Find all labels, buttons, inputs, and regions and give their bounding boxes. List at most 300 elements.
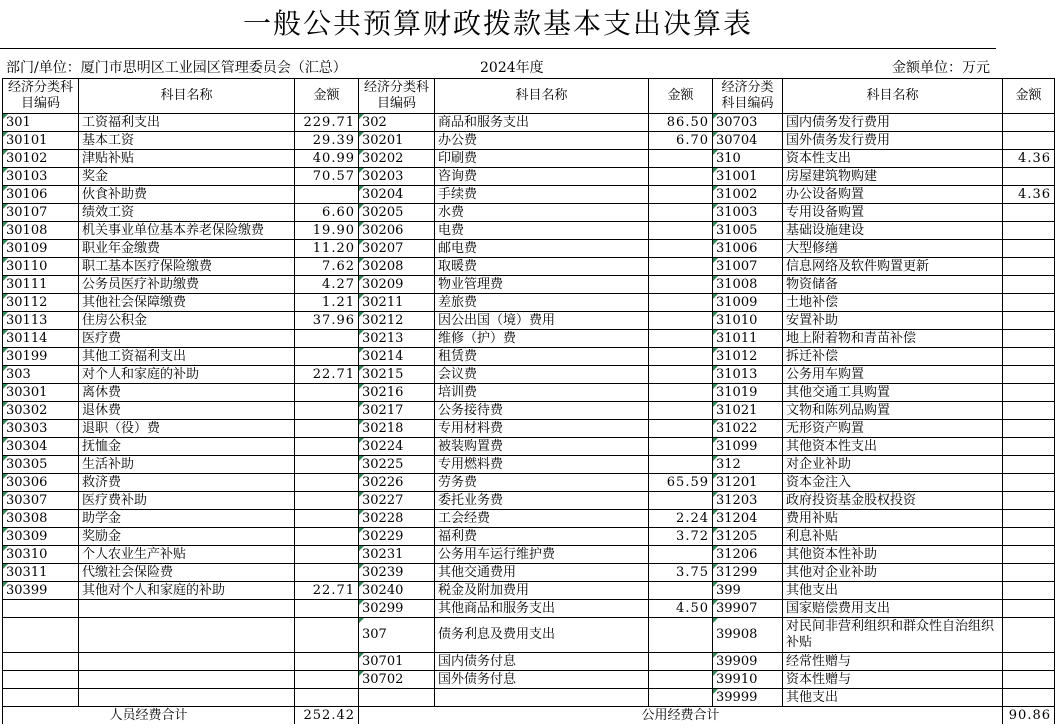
cell-amount — [649, 582, 713, 600]
cell-name: 资本金注入 — [783, 474, 1003, 492]
table-row — [3, 510, 1055, 528]
cell-name: 专用燃料费 — [435, 456, 649, 474]
cell-code: 30308 — [3, 510, 79, 528]
table-row — [3, 186, 1055, 204]
cell-code: 30310 — [3, 546, 79, 564]
table-row — [3, 168, 1055, 186]
cell-code: 30205 — [359, 204, 435, 222]
cell-code: 31005 — [713, 222, 783, 240]
header-amount: 金额 — [649, 79, 713, 114]
cell-amount — [1003, 240, 1055, 258]
cell-code: 399 — [713, 582, 783, 600]
cell-name: 其他对企业补助 — [783, 564, 1003, 582]
cell-code: 31203 — [713, 492, 783, 510]
cell-code: 30239 — [359, 564, 435, 582]
cell-name: 政府投资基金股权投资 — [783, 492, 1003, 510]
cell-amount — [649, 348, 713, 366]
cell-code: 30304 — [3, 438, 79, 456]
cell-amount — [295, 420, 359, 438]
cell-name: 资本性赠与 — [783, 671, 1003, 689]
cell-amount — [1003, 420, 1055, 438]
cell-code: 30213 — [359, 330, 435, 348]
cell-amount — [649, 402, 713, 420]
cell-amount — [1003, 366, 1055, 384]
cell-name: 职工基本医疗保险缴费 — [79, 258, 295, 276]
cell-name: 差旅费 — [435, 294, 649, 312]
table-header-row — [3, 79, 1055, 114]
cell-name: 专用设备购置 — [783, 204, 1003, 222]
cell-name: 对民间非营利组织和群众性自治组织补贴 — [783, 618, 1003, 653]
cell-amount — [295, 528, 359, 546]
cell-name: 生活补助 — [79, 456, 295, 474]
cell-code: 30299 — [359, 600, 435, 618]
cell-amount — [649, 546, 713, 564]
cell-amount — [295, 492, 359, 510]
cell-name: 债务利息及费用支出 — [435, 618, 649, 653]
cell-amount: 6.70 — [649, 132, 713, 150]
cell-code: 39908 — [713, 618, 783, 653]
header-name: 科目名称 — [79, 79, 295, 114]
cell-code: 30704 — [713, 132, 783, 150]
cell-code: 302 — [359, 114, 435, 132]
cell-name: 信息网络及软件购置更新 — [783, 258, 1003, 276]
cell-amount — [1003, 384, 1055, 402]
cell-code: 30110 — [3, 258, 79, 276]
cell-code: 31204 — [713, 510, 783, 528]
table-row — [3, 366, 1055, 384]
cell-name: 医疗费补助 — [79, 492, 295, 510]
cell-code: 30225 — [359, 456, 435, 474]
header-amount: 金额 — [295, 79, 359, 114]
cell-amount — [1003, 546, 1055, 564]
cell-name: 会议费 — [435, 366, 649, 384]
cell-amount — [649, 420, 713, 438]
cell-amount — [649, 150, 713, 168]
table-row — [3, 258, 1055, 276]
cell-code: 30111 — [3, 276, 79, 294]
cell-amount — [295, 456, 359, 474]
cell-name: 退职（役）费 — [79, 420, 295, 438]
cell-amount — [1003, 528, 1055, 546]
cell-name: 其他支出 — [783, 689, 1003, 707]
cell-name: 奖金 — [79, 168, 295, 186]
cell-name: 国外债务付息 — [435, 671, 649, 689]
cell-code: 31010 — [713, 312, 783, 330]
cell-amount — [649, 168, 713, 186]
cell-name: 专用材料费 — [435, 420, 649, 438]
cell-name: 办公费 — [435, 132, 649, 150]
cell-code: 30102 — [3, 150, 79, 168]
cell-name: 其他社会保障缴费 — [79, 294, 295, 312]
cell-name: 津贴补贴 — [79, 150, 295, 168]
cell-amount — [295, 474, 359, 492]
cell-name: 资本性支出 — [783, 150, 1003, 168]
cell-name — [79, 600, 295, 618]
cell-amount — [1003, 600, 1055, 618]
cell-code — [3, 618, 79, 653]
cell-amount — [295, 671, 359, 689]
table-row — [3, 348, 1055, 366]
cell-code: 30114 — [3, 330, 79, 348]
cell-name: 商品和服务支出 — [435, 114, 649, 132]
cell-name: 手续费 — [435, 186, 649, 204]
table-row — [3, 689, 1055, 707]
cell-code: 30108 — [3, 222, 79, 240]
cell-name — [79, 653, 295, 671]
cell-name: 救济费 — [79, 474, 295, 492]
department-label: 部门/单位：厦门市思明区工业园区管理委员会（汇总） — [6, 60, 347, 76]
cell-amount — [1003, 510, 1055, 528]
table-row — [3, 402, 1055, 420]
header-amount: 金额 — [1003, 79, 1055, 114]
cell-name: 委托业务费 — [435, 492, 649, 510]
cell-name: 被装购置费 — [435, 438, 649, 456]
table-row — [3, 204, 1055, 222]
cell-amount — [1003, 330, 1055, 348]
table-row — [3, 456, 1055, 474]
table-row — [3, 582, 1055, 600]
table-row — [3, 294, 1055, 312]
table-row — [3, 240, 1055, 258]
cell-amount: 1.21 — [295, 294, 359, 312]
cell-code — [3, 653, 79, 671]
cell-code: 303 — [3, 366, 79, 384]
cell-name: 其他交通工具购置 — [783, 384, 1003, 402]
cell-amount: 3.75 — [649, 564, 713, 582]
cell-name: 办公设备购置 — [783, 186, 1003, 204]
cell-code: 30218 — [359, 420, 435, 438]
cell-amount — [649, 671, 713, 689]
cell-name: 取暖费 — [435, 258, 649, 276]
cell-code: 31201 — [713, 474, 783, 492]
cell-amount — [1003, 618, 1055, 653]
cell-code: 31009 — [713, 294, 783, 312]
table-row — [3, 600, 1055, 618]
cell-code: 31099 — [713, 438, 783, 456]
cell-code: 30202 — [359, 150, 435, 168]
cell-name: 电费 — [435, 222, 649, 240]
cell-name: 国家赔偿费用支出 — [783, 600, 1003, 618]
table-row — [3, 312, 1055, 330]
cell-code: 31299 — [713, 564, 783, 582]
cell-code: 31002 — [713, 186, 783, 204]
cell-code: 307 — [359, 618, 435, 653]
table-row — [3, 132, 1055, 150]
cell-code: 31001 — [713, 168, 783, 186]
cell-code — [3, 671, 79, 689]
cell-name: 其他资本性支出 — [783, 438, 1003, 456]
cell-amount — [649, 384, 713, 402]
cell-amount — [1003, 204, 1055, 222]
cell-name: 对企业补助 — [783, 456, 1003, 474]
cell-amount — [295, 402, 359, 420]
cell-code: 30399 — [3, 582, 79, 600]
cell-name: 房屋建筑物购建 — [783, 168, 1003, 186]
cell-code: 30228 — [359, 510, 435, 528]
cell-code: 30209 — [359, 276, 435, 294]
table-row — [3, 420, 1055, 438]
cell-code: 31013 — [713, 366, 783, 384]
cell-name: 无形资产购置 — [783, 420, 1003, 438]
cell-name — [79, 689, 295, 707]
cell-code: 30199 — [3, 348, 79, 366]
cell-name: 培训费 — [435, 384, 649, 402]
cell-name: 咨询费 — [435, 168, 649, 186]
cell-name: 伙食补助费 — [79, 186, 295, 204]
cell-code: 30101 — [3, 132, 79, 150]
cell-name: 工资福利支出 — [79, 114, 295, 132]
cell-amount: 4.36 — [1003, 150, 1055, 168]
cell-amount: 2.24 — [649, 510, 713, 528]
cell-code: 30309 — [3, 528, 79, 546]
header-name: 科目名称 — [435, 79, 649, 114]
cell-code: 30302 — [3, 402, 79, 420]
cell-amount — [1003, 168, 1055, 186]
table-row — [3, 276, 1055, 294]
cell-code: 31019 — [713, 384, 783, 402]
cell-code: 30216 — [359, 384, 435, 402]
cell-amount — [649, 240, 713, 258]
table-row — [3, 546, 1055, 564]
cell-amount — [1003, 671, 1055, 689]
cell-code: 30240 — [359, 582, 435, 600]
cell-amount: 22.71 — [295, 582, 359, 600]
cell-amount: 19.90 — [295, 222, 359, 240]
cell-code — [3, 600, 79, 618]
cell-code: 30106 — [3, 186, 79, 204]
cell-amount: 229.71 — [295, 114, 359, 132]
cell-code: 31011 — [713, 330, 783, 348]
cell-code: 31022 — [713, 420, 783, 438]
fiscal-year: 2024年度 — [480, 60, 544, 76]
cell-name: 费用补贴 — [783, 510, 1003, 528]
cell-name: 税金及附加费用 — [435, 582, 649, 600]
cell-amount — [649, 330, 713, 348]
cell-name: 国外债务发行费用 — [783, 132, 1003, 150]
cell-code: 30214 — [359, 348, 435, 366]
public-total-value: 90.86 — [1003, 707, 1055, 725]
table-row — [3, 222, 1055, 240]
cell-amount: 22.71 — [295, 366, 359, 384]
cell-amount: 4.50 — [649, 600, 713, 618]
cell-amount — [1003, 294, 1055, 312]
table-row — [3, 150, 1055, 168]
cell-amount: 40.99 — [295, 150, 359, 168]
cell-amount — [649, 222, 713, 240]
header-name: 科目名称 — [783, 79, 1003, 114]
page-title: 一般公共预算财政拨款基本支出决算表 — [0, 0, 996, 49]
cell-name: 租赁费 — [435, 348, 649, 366]
cell-code: 30703 — [713, 114, 783, 132]
cell-code: 30107 — [3, 204, 79, 222]
cell-amount — [1003, 258, 1055, 276]
cell-code: 30305 — [3, 456, 79, 474]
personnel-total-value: 252.42 — [295, 707, 359, 725]
cell-name: 公务接待费 — [435, 402, 649, 420]
cell-amount — [295, 618, 359, 653]
cell-code: 310 — [713, 150, 783, 168]
cell-code: 31205 — [713, 528, 783, 546]
cell-code: 30109 — [3, 240, 79, 258]
cell-name: 医疗费 — [79, 330, 295, 348]
cell-amount — [1003, 348, 1055, 366]
cell-amount: 11.20 — [295, 240, 359, 258]
cell-name: 利息补贴 — [783, 528, 1003, 546]
cell-amount: 6.60 — [295, 204, 359, 222]
expenditure-table — [2, 78, 1055, 724]
cell-name: 其他支出 — [783, 582, 1003, 600]
cell-code: 31012 — [713, 348, 783, 366]
cell-name: 离休费 — [79, 384, 295, 402]
cell-name: 土地补偿 — [783, 294, 1003, 312]
public-total-label: 公用经费合计 — [359, 707, 1003, 725]
header-code: 经济分类科目编码 — [713, 79, 783, 114]
cell-name — [79, 671, 295, 689]
table-row — [3, 618, 1055, 653]
cell-amount — [1003, 474, 1055, 492]
cell-code: 30227 — [359, 492, 435, 510]
cell-code: 30701 — [359, 653, 435, 671]
cell-name: 工会经费 — [435, 510, 649, 528]
cell-code: 30217 — [359, 402, 435, 420]
header-code: 经济分类科目编码 — [3, 79, 79, 114]
cell-code: 30702 — [359, 671, 435, 689]
cell-code: 39909 — [713, 653, 783, 671]
cell-code: 31008 — [713, 276, 783, 294]
cell-code: 31007 — [713, 258, 783, 276]
cell-code: 30211 — [359, 294, 435, 312]
cell-amount — [1003, 132, 1055, 150]
cell-name: 物资储备 — [783, 276, 1003, 294]
cell-name: 地上附着物和青苗补偿 — [783, 330, 1003, 348]
cell-name: 维修（护）费 — [435, 330, 649, 348]
cell-amount — [1003, 456, 1055, 474]
cell-amount — [295, 689, 359, 707]
table-row — [3, 528, 1055, 546]
cell-name: 安置补助 — [783, 312, 1003, 330]
cell-code: 312 — [713, 456, 783, 474]
cell-amount — [295, 186, 359, 204]
table-row — [3, 330, 1055, 348]
cell-name: 绩效工资 — [79, 204, 295, 222]
cell-name: 福利费 — [435, 528, 649, 546]
cell-amount — [1003, 492, 1055, 510]
cell-amount — [1003, 438, 1055, 456]
table-row — [3, 564, 1055, 582]
cell-code: 30207 — [359, 240, 435, 258]
cell-amount — [649, 276, 713, 294]
cell-code: 30203 — [359, 168, 435, 186]
cell-amount — [649, 438, 713, 456]
table-row — [3, 492, 1055, 510]
cell-name: 邮电费 — [435, 240, 649, 258]
cell-amount — [1003, 564, 1055, 582]
cell-amount — [1003, 582, 1055, 600]
cell-amount — [295, 438, 359, 456]
cell-code: 39907 — [713, 600, 783, 618]
cell-amount: 3.72 — [649, 528, 713, 546]
cell-code: 30201 — [359, 132, 435, 150]
cell-code: 30306 — [3, 474, 79, 492]
cell-amount — [1003, 114, 1055, 132]
cell-amount — [295, 510, 359, 528]
cell-code: 30212 — [359, 312, 435, 330]
cell-name: 其他工资福利支出 — [79, 348, 295, 366]
cell-amount: 86.50 — [649, 114, 713, 132]
cell-amount — [1003, 689, 1055, 707]
cell-code — [3, 689, 79, 707]
cell-name: 职业年金缴费 — [79, 240, 295, 258]
cell-name: 拆迁补偿 — [783, 348, 1003, 366]
cell-code: 31206 — [713, 546, 783, 564]
cell-amount: 4.27 — [295, 276, 359, 294]
cell-amount — [649, 492, 713, 510]
personnel-total-label: 人员经费合计 — [3, 707, 295, 725]
cell-amount — [649, 312, 713, 330]
cell-name: 经常性赠与 — [783, 653, 1003, 671]
amount-unit: 金额单位：万元 — [892, 60, 990, 76]
cell-amount — [1003, 276, 1055, 294]
cell-amount — [649, 204, 713, 222]
cell-amount — [295, 564, 359, 582]
cell-name: 公务用车运行维护费 — [435, 546, 649, 564]
cell-amount — [295, 653, 359, 671]
cell-code: 30224 — [359, 438, 435, 456]
cell-amount: 65.59 — [649, 474, 713, 492]
table-row — [3, 438, 1055, 456]
cell-code: 30301 — [3, 384, 79, 402]
cell-name: 国内债务付息 — [435, 653, 649, 671]
cell-name: 劳务费 — [435, 474, 649, 492]
cell-amount — [649, 258, 713, 276]
cell-amount — [1003, 312, 1055, 330]
cell-amount — [295, 600, 359, 618]
cell-code: 30226 — [359, 474, 435, 492]
cell-name: 水费 — [435, 204, 649, 222]
cell-amount — [649, 186, 713, 204]
cell-amount — [1003, 653, 1055, 671]
cell-name: 其他资本性补助 — [783, 546, 1003, 564]
cell-name: 公务用车购置 — [783, 366, 1003, 384]
cell-amount: 70.57 — [295, 168, 359, 186]
table-row — [3, 653, 1055, 671]
cell-name: 对个人和家庭的补助 — [79, 366, 295, 384]
cell-code: 30113 — [3, 312, 79, 330]
cell-name: 退休费 — [79, 402, 295, 420]
cell-name — [79, 618, 295, 653]
cell-amount — [295, 330, 359, 348]
cell-code: 30231 — [359, 546, 435, 564]
cell-code: 30208 — [359, 258, 435, 276]
cell-code: 30307 — [3, 492, 79, 510]
cell-name: 抚恤金 — [79, 438, 295, 456]
cell-amount — [295, 384, 359, 402]
cell-name: 助学金 — [79, 510, 295, 528]
cell-name: 住房公积金 — [79, 312, 295, 330]
cell-name: 文物和陈列品购置 — [783, 402, 1003, 420]
cell-name: 机关事业单位基本养老保险缴费 — [79, 222, 295, 240]
table-row — [3, 474, 1055, 492]
cell-name: 奖励金 — [79, 528, 295, 546]
cell-amount — [649, 456, 713, 474]
cell-code: 30206 — [359, 222, 435, 240]
cell-code: 31021 — [713, 402, 783, 420]
cell-code: 39999 — [713, 689, 783, 707]
cell-amount: 4.36 — [1003, 186, 1055, 204]
cell-name: 公务员医疗补助缴费 — [79, 276, 295, 294]
cell-code: 31003 — [713, 204, 783, 222]
cell-name: 代缴社会保险费 — [79, 564, 295, 582]
